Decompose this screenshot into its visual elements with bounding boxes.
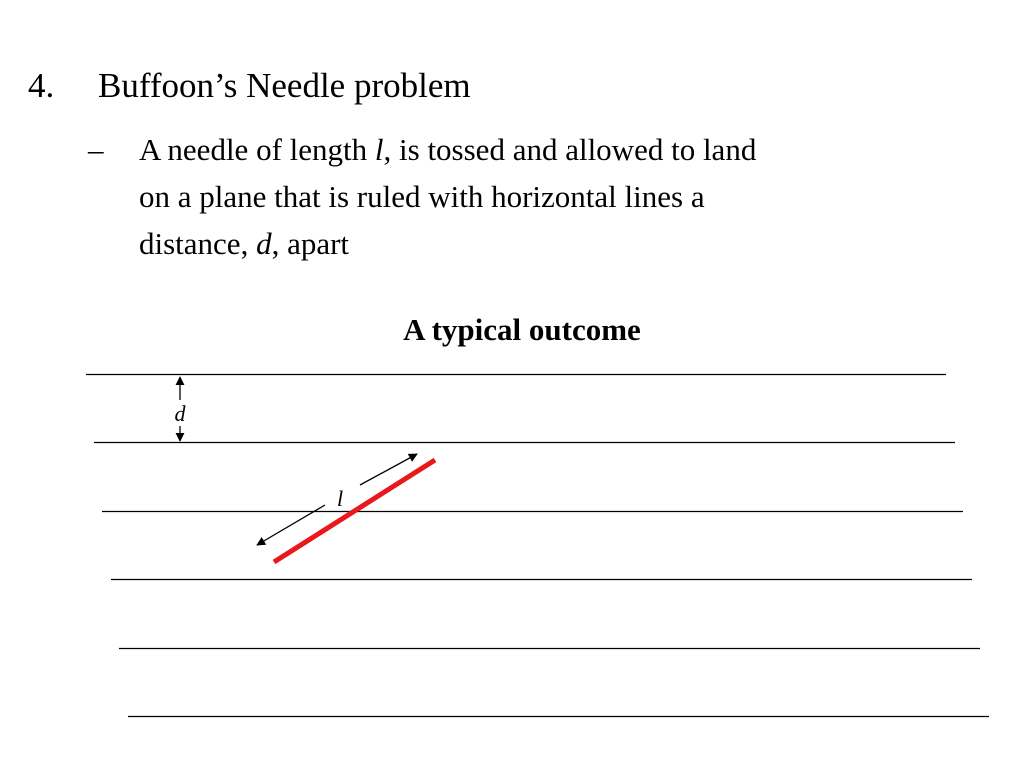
bullet-text-part: , is tossed and allowed to land — [383, 132, 757, 167]
variable-l: l — [374, 132, 384, 167]
heading-number: 4. — [28, 66, 55, 105]
length-label: l — [336, 486, 344, 511]
heading-title: Buffoon’s Needle problem — [98, 66, 471, 105]
spacing-label: d — [174, 401, 186, 426]
length-arrow-upper — [360, 454, 417, 485]
bullet-text-part: on a plane that is ruled with horizontal lines a — [139, 179, 705, 214]
variable-d: d — [256, 226, 272, 261]
bullet-dash: – — [88, 132, 104, 167]
diagram-caption: A typical outcome — [403, 312, 641, 347]
bullet-text-part: distance, — [139, 226, 257, 261]
bullet-text-part: , apart — [271, 226, 350, 261]
bullet-text-part: A needle of length — [139, 132, 375, 167]
